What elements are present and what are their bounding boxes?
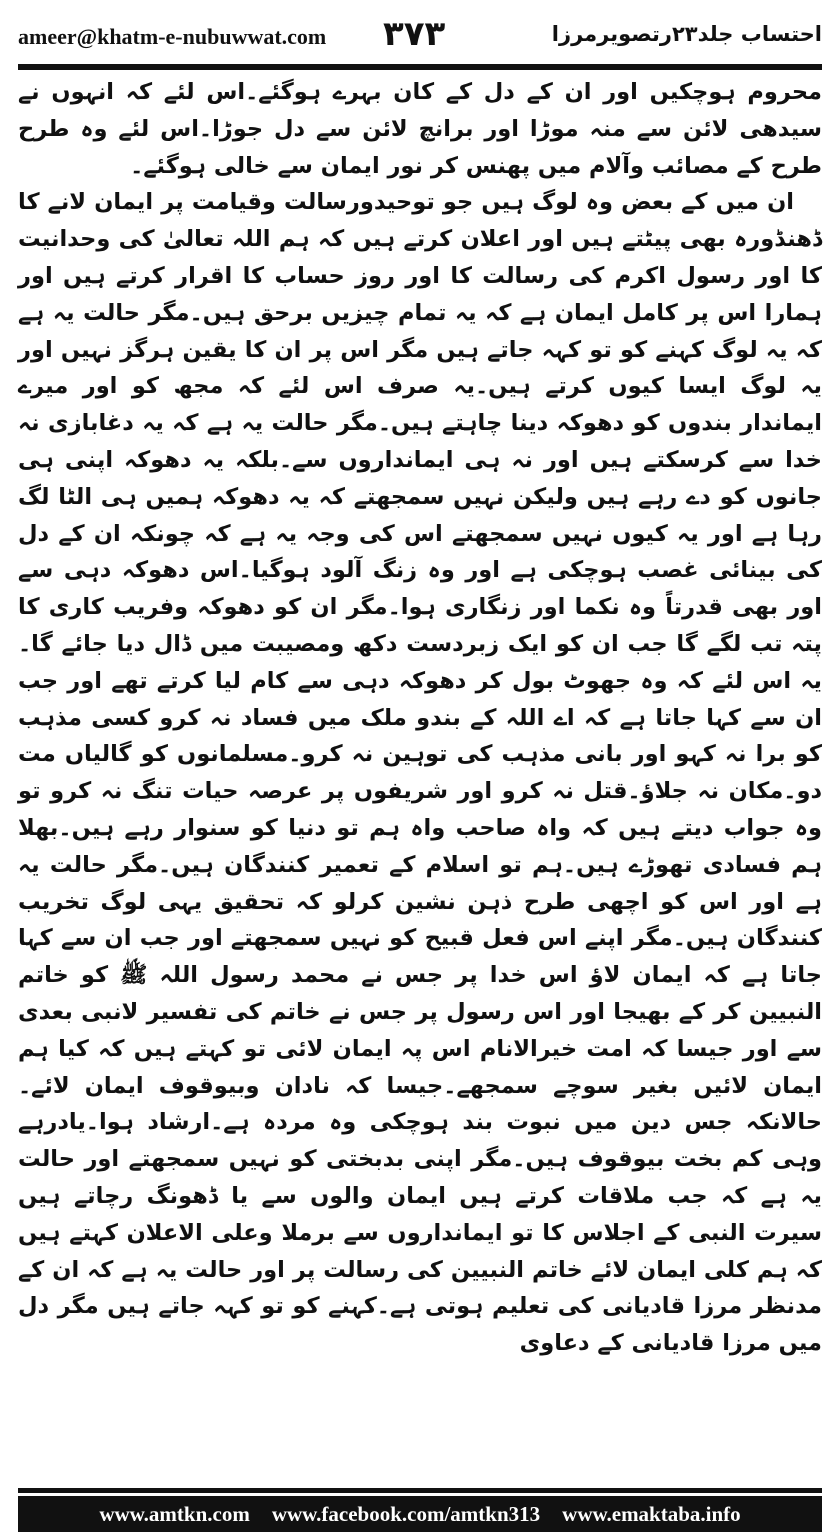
page-body xyxy=(18,74,822,1474)
page-header xyxy=(18,16,822,60)
page-footer xyxy=(18,1496,822,1532)
paragraph-1: محروم ہوچکیں اور ان کے دل کے کان بہرے ہوگئے۔اس لئے کہ انہوں نے سیدھی لائن سے منہ موڑا اور برانچ لائن سے دل جوڑا۔اس لئے وہ طرح طرح کے مصائب وآلام میں پھنس کر نور ایمان سے خالی ہوگئے۔ xyxy=(18,79,822,179)
page-number: ۳۷۳ xyxy=(383,14,446,54)
footer-divider xyxy=(18,1488,822,1493)
header-divider xyxy=(18,64,822,70)
footer-link-facebook[interactable]: www.facebook.com/amtkn313 xyxy=(271,1501,541,1526)
paragraph-2: ان میں کے بعض وہ لوگ ہیں جو توحیدورسالت وقیامت پر ایمان لانے کا ڈھنڈورہ بھی پیٹتے ہیں اور اعلان کرتے ہیں کہ ہم اللہ تعالیٰ کی وحدانیت کا اور رسول اکرم کی رسالت کا اور روز حساب کا اقرار کرتے ہیں اور ہمارا اس پر کامل ایمان ہے کہ یہ تمام چیزیں برحق ہیں۔مگر حالت یہ ہے کہ یہ لوگ کہنے کو تو کہہ جاتے ہیں مگر اس پر ان کا یقین ہرگز نہیں اور یہ لوگ ایسا کیوں کرتے ہیں۔یہ صرف اس لئے کہ مجھ کو اور میرے ایماندار بندوں کو دھوکہ دینا چاہتے ہیں۔مگر حالت یہ ہے کہ یہ دغابازی نہ خدا سے کرسکتے ہیں اور نہ ہی ایمانداروں سے۔بلکہ یہ دھوکہ اپنی ہی جانوں کو دے رہے ہیں ولیکن نہیں سمجھتے کہ یہ دھوکہ ہمیں ہی الٹا لگ رہا ہے اور یہ کیوں نہیں سمجھتے اس کی وجہ یہ ہے کہ چونکہ ان کے دل کی بینائی غصب ہوچکی ہے اور وہ زنگ آلود ہوگیا۔اس دھوکہ دہی سے اور بھی قدرتاً وہ نکما اور زنگاری ہوا۔مگر ان کو دھوکہ وفریب کاری کا پتہ تب لگے گا جب ان کو ایک زبردست دکھ ومصیبت میں ڈال دیا جائے گا۔یہ اس لئے کہ وہ جھوٹ بول کر دھوکہ دہی سے کام لیا کرتے تھے اور جب ان سے کہا جاتا ہے کہ اے اللہ کے بندو ملک میں فساد نہ کرو کسی مذہب کو برا نہ کہو اور بانی مذہب کی توہین نہ کرو۔مسلمانوں کو گالیاں مت دو۔مکان نہ جلاؤ۔قتل نہ کرو اور شریفوں پر عرصہ حیات تنگ نہ کرو تو وہ جواب دیتے ہیں کہ واہ صاحب واہ ہم تو دنیا کو سنوار رہے ہیں۔بھلا ہم فسادی تھوڑے ہیں۔ہم تو اسلام کے تعمیر کنندگان ہیں۔مگر حالت یہ ہے اور اس کو اچھی طرح ذہن نشین کرلو کہ تحقیق یہی لوگ تخریب کنندگان ہیں۔مگر اپنے اس فعل قبیح کو نہیں سمجھتے اور جب ان سے کہا جاتا ہے کہ ایمان لاؤ اس خدا پر جس نے محمد رسول اللہ ﷺ کو خاتم النبیین کر کے بھیجا اور اس رسول پر جس نے خاتم کی تفسیر لانبی بعدی سے اور جیسا کہ امت خیرالانام اس پہ ایمان لائی تو کہتے ہیں کہ کیا ہم ایمان لائیں بغیر سوچے سمجھے۔جیسا کہ نادان وبیوقوف ایمان لائے۔حالانکہ جس دین میں نبوت بند ہوچکی وہ مردہ ہے۔ارشاد ہوا۔یادرہے وہی کم بخت بیوقوف ہیں۔مگر اپنی بدبختی کو نہیں سمجھتے اور حالت یہ ہے کہ جب ملاقات کرتے ہیں ایمان والوں سے یا ڈھونگ رچاتے ہیں سیرت النبی کے اجلاس کا تو ایمانداروں سے برملا وعلی الاعلان کہتے ہیں کہ ہم کلی ایمان لائے خاتم النبیین کی رسالت پر اور حالت یہ ہے کہ ان کے مدنظر مرزا قادیانی کی تعلیم ہوتی ہے۔کہنے کو تو کہہ جاتے ہیں مگر دل میں مرزا قادیانی کے دعاوی xyxy=(18,189,822,1357)
book-title: احتساب جلد۲۳رتصویرمرزا xyxy=(551,22,822,46)
footer-link-amtkn[interactable]: www.amtkn.com xyxy=(99,1501,250,1526)
header-email[interactable]: ameer@khatm-e-nubuwwat.com xyxy=(18,24,327,49)
footer-link-emaktaba[interactable]: www.emaktaba.info xyxy=(562,1501,741,1526)
